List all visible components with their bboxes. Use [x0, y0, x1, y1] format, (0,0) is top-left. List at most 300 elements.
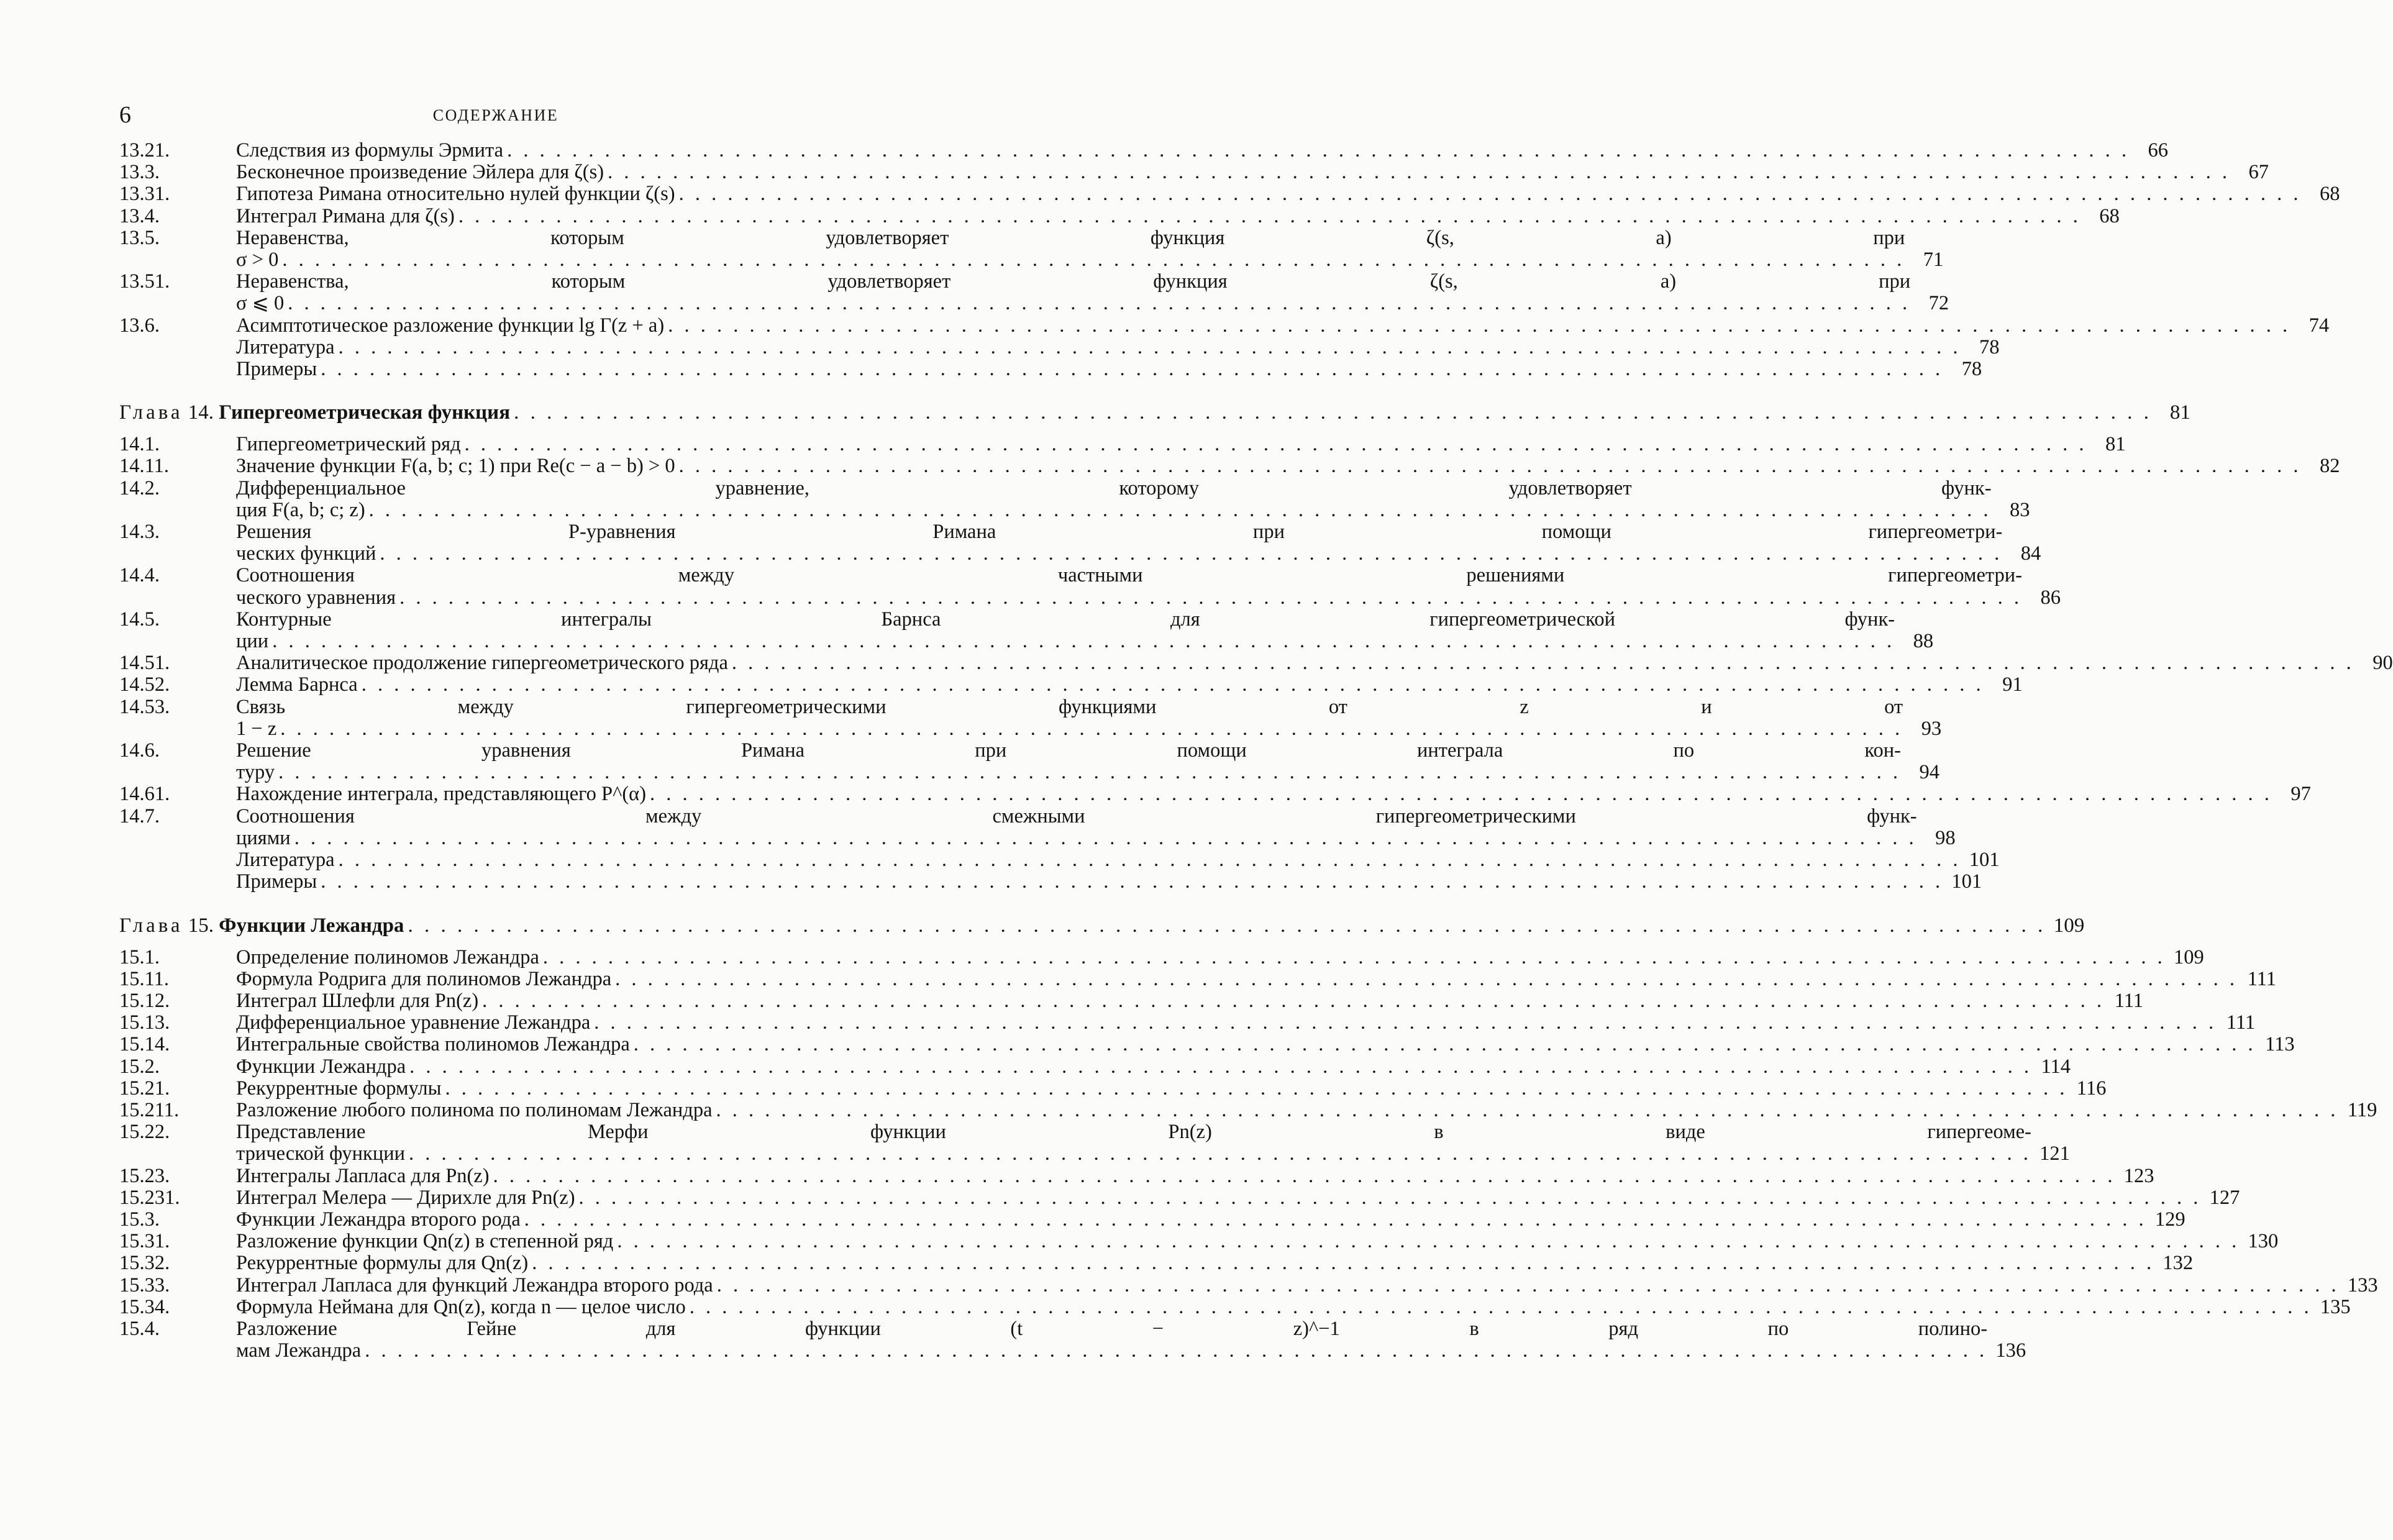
section-title [236, 1121, 2031, 1165]
section-title [236, 1078, 2067, 1100]
dot-leader [679, 183, 2302, 205]
section-title-line: Бесконечное произведение Эйлера для ζ(s) [236, 161, 604, 184]
chapter-label [119, 401, 510, 424]
section-title-last-line [236, 249, 1905, 271]
section-title [236, 674, 1984, 696]
section-number [119, 849, 236, 871]
toc-entry [119, 804, 1956, 849]
section-title-last-line [236, 1275, 2340, 1296]
section-title-line: Литература [236, 335, 335, 358]
toc-entry [119, 335, 2000, 358]
toc-entry [119, 652, 2393, 675]
section-title-last-line [236, 1252, 2154, 1274]
dot-leader [650, 783, 2272, 805]
section-number [119, 337, 236, 358]
page-number-ref: 101 [1951, 870, 1982, 893]
toc-entry [119, 1273, 2378, 1296]
page-number-ref: 78 [1979, 335, 2000, 358]
toc-entry [119, 608, 1934, 653]
chapter-title: Функции Лежандра [219, 914, 404, 937]
section-title-line: Нахождение интеграла, представляющего P^(α) [236, 783, 647, 806]
page-number-ref: 109 [2174, 945, 2204, 968]
toc-entry [119, 967, 2277, 990]
chapter-word: Глава [119, 401, 183, 424]
section-title [236, 947, 2166, 968]
section-title [236, 455, 2302, 477]
section-title-line: ция F(a, b; c; z) [236, 498, 365, 521]
section-number: 13.4. [119, 204, 160, 227]
section-number: 14.3. [119, 521, 160, 544]
section-title-last-line [236, 783, 2272, 805]
dot-leader [532, 1252, 2154, 1274]
page-number-ref: 132 [2163, 1252, 2194, 1275]
page-number-ref: 135 [2320, 1295, 2351, 1318]
page-number-ref: 119 [2347, 1098, 2377, 1121]
section-title-last-line [236, 762, 1901, 783]
section-title-last-line [236, 968, 2238, 990]
section-number: 15.1. [119, 945, 160, 968]
section-number: 14.53. [119, 695, 170, 718]
section-title-last-line [236, 358, 1943, 380]
dot-leader [339, 849, 1961, 871]
section-title-last-line [236, 1012, 2217, 1034]
page-number-ref: 78 [1961, 358, 1982, 381]
toc-entry [119, 870, 1982, 893]
section-number: 13.6. [119, 314, 160, 337]
section-title [236, 227, 1905, 271]
section-title-line: Интеграл Мелера — Дирихле для Pn(z) [236, 1186, 575, 1209]
section-title-last-line [236, 947, 2166, 968]
section-title-line: Соотношения между частными решениями гипергеометри- [236, 564, 2022, 587]
section-title-last-line [236, 1187, 2201, 1209]
page-number-ref: 72 [1928, 292, 1949, 315]
section-title-line: мам Лежандра [236, 1339, 362, 1362]
dot-leader [716, 1100, 2339, 1121]
section-number: 15.14. [119, 1033, 170, 1056]
dot-leader [288, 293, 1910, 314]
section-title-last-line [236, 718, 1903, 740]
section-title [236, 1231, 2240, 1252]
section-title-last-line [236, 1143, 2031, 1165]
section-title-line: σ > 0 [236, 248, 279, 271]
section-title-line: Формула Неймана для Qn(z), когда n — целое число [236, 1295, 686, 1318]
section-title [236, 140, 2130, 162]
section-title-last-line [236, 1078, 2067, 1100]
dot-leader [409, 1143, 2031, 1165]
section-title-line: Интеграл Лапласа для функций Лежандра второго рода [236, 1273, 713, 1296]
section-title [236, 1252, 2154, 1274]
section-title-line: Разложение функции Qn(z) в степенной ряд [236, 1230, 614, 1253]
page-number-ref: 114 [2041, 1055, 2071, 1078]
chapter-line [119, 401, 2152, 424]
section-number: 15.34. [119, 1295, 170, 1318]
section-title-line: Гипотеза Римана относительно нулей функции ζ(s) [236, 183, 675, 206]
toc-entry [119, 476, 2030, 521]
page-number-ref: 121 [2040, 1142, 2070, 1165]
section-number: 14.1. [119, 433, 160, 456]
dot-leader [594, 1012, 2217, 1034]
page-number-ref: 98 [1935, 826, 1956, 849]
dot-leader [408, 914, 2046, 937]
section-title [236, 1034, 2256, 1055]
page-number-ref: 90 [2372, 652, 2393, 675]
toc-entry [119, 1317, 2026, 1362]
section-number: 15.231. [119, 1186, 180, 1209]
dot-leader [493, 1165, 2116, 1187]
section-number: 13.3. [119, 161, 160, 184]
toc-entry [119, 226, 1944, 271]
dot-leader [507, 140, 2130, 162]
toc-entry [119, 1230, 2279, 1253]
toc-entry [119, 945, 2204, 968]
toc-entry [119, 521, 2041, 565]
toc-entry [119, 433, 2126, 456]
page-number-ref: 133 [2347, 1273, 2378, 1296]
page-number-ref: 93 [1921, 717, 1942, 740]
section-number: 15.33. [119, 1273, 170, 1296]
section-title-line: Дифференциальное уравнение, которому удовлетворяет функ- [236, 476, 1992, 499]
page-number-ref: 123 [2123, 1164, 2154, 1187]
page-number-ref: 83 [2010, 498, 2030, 521]
section-number: 15.12. [119, 989, 170, 1012]
section-title [236, 337, 1961, 358]
section-title-line: Интегральные свойства полиномов Лежандра [236, 1033, 630, 1056]
section-title-last-line [236, 1209, 2147, 1231]
toc-entry [119, 1011, 2256, 1034]
section-title-last-line [236, 827, 1917, 849]
page-number-ref: 82 [2320, 455, 2340, 478]
section-title-line: Асимптотическое разложение функции lg Γ(z + a) [236, 314, 665, 337]
section-title-line: Рекуррентные формулы для Qn(z) [236, 1252, 529, 1275]
toc-entry [119, 1164, 2154, 1187]
toc-entry [119, 564, 2061, 609]
section-number: 15.3. [119, 1208, 160, 1231]
section-title-last-line [236, 293, 1910, 314]
section-title-last-line [236, 434, 2087, 455]
section-title-last-line [236, 455, 2302, 477]
toc-entry [119, 739, 1939, 784]
toc-entry [119, 1208, 2186, 1231]
dot-leader [617, 1231, 2240, 1252]
page-number-ref: 68 [2099, 204, 2120, 227]
section-title-line: Интеграл Шлефли для Pn(z) [236, 989, 479, 1012]
dot-leader [514, 401, 2152, 424]
section-number: 13.31. [119, 183, 170, 206]
section-number: 14.2. [119, 476, 160, 499]
section-title [236, 1056, 2032, 1078]
toc-entry [119, 695, 1942, 740]
page-number-ref: 136 [1995, 1339, 2026, 1362]
section-title [236, 1100, 2338, 1121]
toc-entry [119, 270, 1949, 315]
section-title-line: Неравенства, которым удовлетворяет функция ζ(s, a) при [236, 270, 1911, 293]
toc-entry [119, 161, 2269, 184]
section-number: 15.4. [119, 1317, 160, 1340]
section-number: 15.2. [119, 1055, 160, 1078]
section-title-line: Примеры [236, 358, 317, 381]
toc-entry [119, 1033, 2295, 1056]
section-number: 14.61. [119, 783, 170, 806]
section-title-line: ции [236, 630, 269, 653]
dot-leader [717, 1275, 2340, 1296]
chapter-number: 15. [188, 914, 214, 937]
page-number-ref: 94 [1919, 761, 1939, 784]
page-number-ref: 111 [2226, 1011, 2256, 1034]
section-title-line: Формула Родрига для полиномов Лежандра [236, 967, 612, 990]
section-title [236, 696, 1903, 740]
section-title-last-line [236, 849, 1961, 871]
section-title-line: 1 − z [236, 717, 277, 740]
running-title: СОДЕРЖАНИЕ [432, 106, 559, 124]
page-number-ref: 74 [2309, 314, 2330, 337]
section-number: 15.11. [119, 967, 170, 990]
section-title-line: Следствия из формулы Эрмита [236, 139, 504, 162]
section-title [236, 609, 1895, 652]
section-number: 13.5. [119, 226, 160, 249]
page-number-ref: 86 [2040, 586, 2061, 609]
dot-leader [465, 434, 2087, 455]
dot-leader [362, 674, 1984, 696]
section-title-line: Рекуррентные формулы [236, 1077, 442, 1100]
section-title-line: Литература [236, 849, 335, 872]
page-number-ref: 66 [2148, 139, 2168, 162]
section-title [236, 183, 2301, 205]
section-number: 15.22. [119, 1121, 170, 1144]
section-number: 14.11. [119, 455, 170, 478]
chapter-word: Глава [119, 914, 183, 937]
section-title [236, 271, 1910, 314]
section-title-line: Функции Лежандра второго рода [236, 1208, 521, 1231]
page-number-ref: 116 [2076, 1077, 2107, 1100]
section-title-last-line [236, 337, 1961, 358]
chapter-page-number: 81 [2169, 401, 2190, 424]
page-number-ref: 68 [2319, 183, 2340, 206]
dot-leader [482, 990, 2105, 1012]
page-number-ref: 84 [2020, 542, 2041, 565]
toc-entry [119, 1055, 2071, 1078]
page-number-ref: 91 [2002, 673, 2023, 696]
section-title [236, 1296, 2312, 1318]
section-number [119, 871, 236, 893]
section-number: 15.32. [119, 1252, 170, 1275]
section-title-line: Представление Мерфи функции Pn(z) в виде гипергеоме- [236, 1121, 2031, 1144]
dot-leader [380, 543, 2002, 565]
section-title [236, 434, 2087, 455]
section-title-line: Контурные интегралы Барнса для гипергеометрической функ- [236, 608, 1895, 631]
section-title [236, 849, 1961, 871]
section-number: 15.23. [119, 1164, 170, 1187]
section-title-line: Определение полиномов Лежандра [236, 945, 539, 968]
dot-leader [278, 762, 1901, 783]
section-title-last-line [236, 315, 2290, 337]
section-title [236, 1165, 2116, 1187]
page-number-ref: 127 [2209, 1186, 2240, 1209]
section-title-last-line [236, 140, 2130, 162]
dot-leader [634, 1034, 2256, 1055]
chapter-label [119, 914, 404, 937]
section-number: 14.52. [119, 673, 170, 696]
section-title-line: Гипергеометрический ряд [236, 433, 461, 456]
section-title [236, 990, 2105, 1012]
dot-leader [524, 1209, 2147, 1231]
toc-entry [119, 204, 2120, 227]
section-number: 13.51. [119, 270, 170, 293]
section-number: 14.5. [119, 608, 160, 631]
page-number-ref: 81 [2105, 433, 2126, 456]
section-title-last-line [236, 183, 2301, 205]
page-number-ref: 67 [2248, 161, 2269, 184]
dot-leader [458, 206, 2081, 227]
dot-leader [280, 718, 1903, 740]
section-number: 15.21. [119, 1077, 170, 1100]
dot-leader [321, 871, 1943, 893]
toc-entry [119, 1252, 2194, 1275]
chapter-heading [119, 401, 2190, 424]
chapter-number: 14. [188, 401, 214, 424]
section-title-last-line [236, 1034, 2256, 1055]
toc-entry [119, 1098, 2377, 1121]
section-title-last-line [236, 1165, 2116, 1187]
section-number: 13.21. [119, 139, 170, 162]
section-title-line: Лемма Барнса [236, 673, 358, 696]
section-title-last-line [236, 1056, 2032, 1078]
section-title [236, 806, 1917, 849]
page-number-ref: 113 [2265, 1033, 2295, 1056]
dot-leader [339, 337, 1961, 358]
dot-leader [445, 1078, 2067, 1100]
section-number: 15.31. [119, 1230, 170, 1253]
dot-leader [282, 249, 1905, 271]
section-title-line: трической функции [236, 1142, 406, 1165]
section-title-line: Интеграл Римана для ζ(s) [236, 204, 455, 227]
page-header [119, 99, 872, 130]
dot-leader [690, 1296, 2312, 1318]
section-title [236, 871, 1943, 893]
section-title [236, 740, 1901, 783]
section-title-line: σ ⩽ 0 [236, 292, 285, 315]
section-title [236, 1187, 2201, 1209]
table-of-contents [119, 139, 2393, 1362]
section-number: 14.7. [119, 804, 160, 827]
section-title [236, 521, 2002, 565]
page-number-ref: 129 [2154, 1208, 2186, 1231]
section-title-last-line [236, 587, 2022, 609]
toc-entry [119, 455, 2340, 478]
dot-leader [668, 315, 2290, 337]
section-title-line: Аналитическое продолжение гипергеометрического ряда [236, 652, 728, 675]
dot-leader [272, 631, 1895, 652]
section-title-line: Решения P-уравнения Римана при помощи гипергеометри- [236, 521, 2003, 544]
toc-entry [119, 673, 2023, 696]
chapter-line [119, 914, 2046, 937]
dot-leader [399, 587, 2022, 609]
toc-entry [119, 183, 2340, 206]
section-title-last-line [236, 1340, 1987, 1362]
section-title-last-line [236, 1231, 2240, 1252]
dot-leader [679, 455, 2302, 477]
section-title-line: Интегралы Лапласа для Pn(z) [236, 1164, 490, 1187]
toc-entry [119, 989, 2144, 1012]
dot-leader [294, 827, 1917, 849]
page-number-ref: 97 [2290, 783, 2311, 806]
section-title [236, 315, 2290, 337]
dot-leader [365, 1340, 1987, 1362]
section-title [236, 968, 2238, 990]
page-number-ref: 111 [2247, 967, 2277, 990]
page-number-ref: 71 [1923, 248, 1944, 271]
section-title-last-line [236, 1296, 2312, 1318]
chapter-heading [119, 914, 2085, 937]
section-number: 14.4. [119, 564, 160, 587]
toc-entry [119, 1121, 2070, 1165]
dot-leader [369, 499, 1992, 521]
section-title-line: циями [236, 826, 291, 849]
page-number: 6 [119, 102, 131, 128]
section-title-line: Разложение любого полинома по полиномам Лежандра [236, 1098, 713, 1121]
toc-entry [119, 849, 2000, 872]
section-number: 14.51. [119, 652, 170, 675]
dot-leader [543, 947, 2166, 968]
section-title [236, 652, 2354, 674]
section-title-last-line [236, 652, 2354, 674]
section-title-line: Разложение Гейне для функции (t − z)^−1 в ряд по полино- [236, 1317, 1988, 1340]
toc-entry [119, 1295, 2351, 1318]
section-title-last-line [236, 871, 1943, 893]
section-title [236, 565, 2022, 608]
section-title-line: Дифференциальное уравнение Лежандра [236, 1011, 591, 1034]
dot-leader [615, 968, 2238, 990]
section-title [236, 1209, 2147, 1231]
dot-leader [732, 652, 2354, 674]
section-title-line: Неравенства, которым удовлетворяет функция ζ(s, a) при [236, 226, 1905, 249]
section-title-last-line [236, 162, 2230, 183]
section-number: 15.13. [119, 1011, 170, 1034]
toc-entry [119, 314, 2330, 337]
section-title [236, 1012, 2217, 1034]
page-number-ref: 111 [2114, 989, 2144, 1012]
page-number-ref: 88 [1913, 630, 1934, 653]
section-title-last-line [236, 543, 2002, 565]
section-title-last-line [236, 499, 1992, 521]
section-title-line: туру [236, 761, 275, 784]
section-title-line: Решение уравнения Римана при помощи интеграла по кон- [236, 739, 1901, 762]
dot-leader [409, 1056, 2032, 1078]
section-title [236, 1275, 2340, 1296]
section-title [236, 1318, 1987, 1362]
toc-entry [119, 1077, 2107, 1100]
page-number-ref: 130 [2248, 1230, 2279, 1253]
toc-entry [119, 139, 2168, 162]
dot-leader [321, 358, 1943, 380]
chapter-title: Гипергеометрическая функция [219, 401, 511, 424]
dot-leader [579, 1187, 2202, 1209]
section-title-line: Функции Лежандра [236, 1055, 406, 1078]
section-title-last-line [236, 990, 2105, 1012]
section-title [236, 206, 2081, 227]
section-title-line: Значение функции F(a, b; c; 1) при Re(c − a − b) > 0 [236, 455, 675, 478]
section-title-last-line [236, 674, 1984, 696]
section-number [119, 358, 236, 380]
section-title [236, 162, 2230, 183]
section-title-line: Соотношения между смежными гипергеометрическими функ- [236, 804, 1917, 827]
section-title-last-line [236, 631, 1895, 652]
section-title-line: Примеры [236, 870, 317, 893]
section-title-line: Связь между гипергеометрическими функциями от z и от [236, 695, 1903, 718]
toc-entry [119, 783, 2311, 806]
dot-leader [608, 162, 2230, 183]
section-title-line: ческого уравнения [236, 586, 396, 609]
section-title-last-line [236, 206, 2081, 227]
